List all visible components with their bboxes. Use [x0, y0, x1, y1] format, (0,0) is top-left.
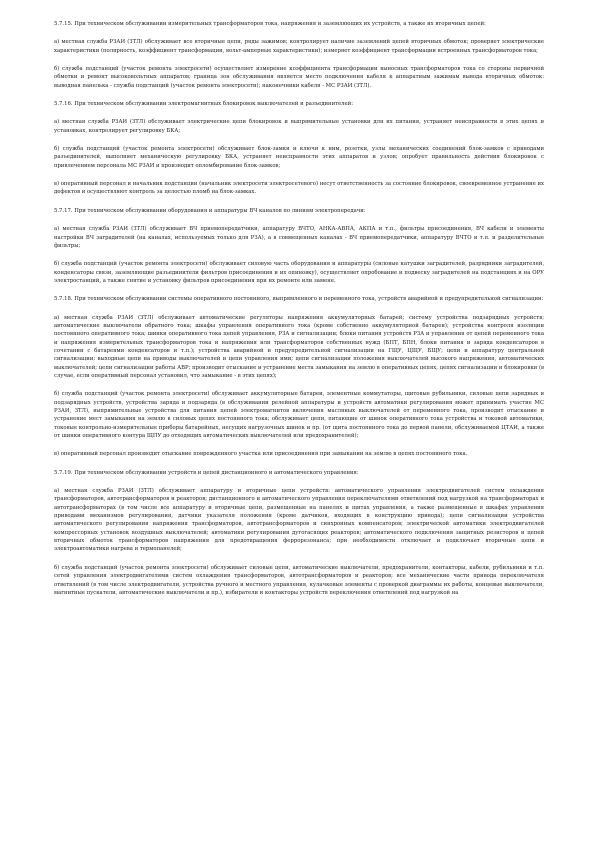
clause-5-7-16-b	[54, 145, 544, 170]
paragraph: б) служба подстанций (участок ремонта электросети) обслуживает аккумуляторные батареи, элементные коммутаторы, щитовые рубильники, силовые цепи зарядных и подзарядных устройств, устройства заряда и подзаряда (в обслуживании релейной аппаратуры и устройств автоматики регулирования может принимать участие МС РЗАИ, ЗТЛ), выпрямительные устройства для питания цепей электромагнитов включения масляных выключателей от переменного тока, производит отыскание и устранение мест замыкания на землю в силовых цепях постоянного тока; обслуживает цепи, питающие от шинок оперативного тока устройства и токовой автоматики, токовые контрольно-измерительные приборы батарейных, несущих нагрузочных шинок и пр. (от щита постоянного тока до первой панели, обслуживаемой ЦТАИ, а также от шинки оперативного контура ЩПУ до отходящих автоматических выключателей или предохранителей);	[54, 391, 544, 440]
document-page	[54, 20, 544, 607]
paragraph: а) местная служба РЗАИ (ЗТЛ) обслуживает все вторичные цепи, ряды зажимов; контролирует наличие заземлений цепей вторичных обмоток; проверяет электрические характеристики (полярность, коэффициент трансформации, вольт-амперные характеристики); измеряет коэффициент трансформации встроенных трансформаторов тока;	[54, 39, 544, 54]
paragraph: б) служба подстанций (участок ремонта электросети) обслуживает силовую часть оборудования и аппаратуры (силовые катушки заградителей, разрядники заградителей, конденсаторы связи, заземляющие разъединители фильтров присоединения и их опиновку), осуществляет опробование и подвеску заградителей на подстанциях и на ОРУ электростанций, а также снятие и установку фильтров присоединения при их ремонте или замене.	[54, 261, 544, 284]
paragraph: а) местная служба РЗАИ (ЗТЛ) обслуживает электрические цепи блокировок и выпрямительные установки для их питания, устраняет неисправности в этих цепях и установках, контролирует регулировку БКА;	[54, 119, 544, 134]
clause-5-7-17-b	[54, 260, 544, 285]
clause-5-7-19-a	[54, 487, 544, 554]
paragraph: 5.7.16. При техническом обслуживании электромагнитных блокировок выключателей и разъединителей:	[54, 101, 353, 108]
paragraph: 5.7.19. При техническом обслуживании устройств и цепей дистанционного и автоматического управления:	[54, 469, 359, 476]
clause-5-7-16-c	[54, 180, 544, 197]
clause-5-7-18-b	[54, 390, 544, 440]
paragraph: б) служба подстанций (участок ремонта электросети) обслуживает блок-замки и ключи к ним, розетки, узлы механических соединений блок-замков с приводами разъединителей, выполняет механическую регулировку БКА, устраняет неисправности этих аппаратов и узлов; опробует правильность действия блокировок с привлечением персонала МС РЗАИ и производит опломбирование блок-замков;	[54, 146, 544, 169]
paragraph: а) местная служба РЗАИ (ЗТЛ) обслуживает аппаратуру и вторичные цепи устройств: автоматического управления электродвигателей систем охлаждения трансформаторов, автотрансформаторов и реакторов; дистанционного и автоматического управления переключателями ответвлений под нагрузкой на трансформаторах и автотрансформаторах (в том числе все аппаратуру и вторичные цепи, размещенные на панелях и щитах управления, а также размещенные в шкафах управления приводами механизмов регулирования, датчики указателя положения (кроме датчиков, входящих в конструкцию привода); цепи сигнализации устройства автоматического регулирования напряжения трансформаторов, автотрансформаторов и синхронных компенсаторов; электрической автоматики электродвигателей компрессорных установок воздушных выключателей; автоматики регулирования дугогасящих реакторов; автоматического подключения защитных резисторов и цепей вторичных обмоток трансформаторов напряжения для предотвращения феррорезонанса; при необходимости отключает и подключает вторичные цепи и электроавтоматики нагрева и термопанелей;	[54, 488, 544, 553]
clause-5-7-16-a	[54, 118, 544, 135]
clause-5-7-17-a	[54, 225, 544, 250]
clause-5-7-17-heading	[54, 207, 544, 215]
clause-5-7-18-a	[54, 314, 544, 381]
paragraph: а) местная служба РЗАИ (ЗТЛ) обслуживает ВЧ приемопередатчики, аппаратуру ВЧТО, АНКА-АВПА, АКПА и т.п., фильтры присоединения, ВЧ кабели и элементы настройки ВЧ заградителей (на каналах, используемых только для РЗА), а в совмещенных каналах - ВЧ приемопередатчики, аппаратуру ВЧТО и т.п. и разделительные фильтры;	[54, 226, 544, 249]
paragraph: а) местная служба РЗАИ (ЗТЛ) обслуживает автоматические регуляторы напряжения аккумуляторных батарей; систему устройства подзарядных устройств; автоматические выключатели обратного тока; шкафы управления оперативного тока (кроме собственно аккумуляторной батареи); устройства контроля изоляции постоянного оперативного тока; шинки оперативного тока цепей управления, РЗА и сигнализации; блоки питания устройств РЗА и управления от цепей переменного тока и напряжения измерительных трансформаторов тока и напряжения или трансформаторов собственных нужд (БПТ, БПН, блоки питания и заряда конденсаторов в сочетании с батареями конденсаторов и т.п.); устройства аварийной и предупредительной сигнализации на ГЩУ, ЦЩУ, БЩУ; цепи и аппаратуру центральной сигнализации; выходные цепи на приводы выключателей и цепи управления ими; цепи сигнализации положения выключателей высокого напряжения, автоматических выключателей; цепи сигнализации работы АВР; производит отыскание и устранение места замыкания на землю в оперативных цепях, цепях сигнализации и блокировки (в случае, если оперативный персонал установил, что замыкание - в этих цепях);	[54, 314, 544, 379]
clause-5-7-15-b	[54, 65, 544, 90]
paragraph: 5.7.18. При техническом обслуживании системы оперативного постоянного, выпрямленного и переменного тока, устройств аварийной и предупредительной сигнализации:	[54, 296, 544, 303]
paragraph: в) оперативный персонал производит отыскание поврежденного участка или присоединения при замыкании на землю в цепях постоянного тока.	[54, 451, 468, 458]
paragraph: б) служба подстанций (участок ремонта электросети) обслуживает силовые цепи, автоматические выключатели, предохранители, контакторы, кабели, рубильники и т.п. сетей управления электродвигателями систем охлаждения трансформаторов, автотрансформаторов и реакторов; все механические части привода переключателя ответвлений (в том числе электродвигатели, устройства ручного и местного управления, кулачковые элементы с проверкой диаграммы их работы, концевые выключатели, магнитные пускатели, автоматические выключатели и пр.), избиратели и контакторы устройств переключения ответвлений под нагрузкой на	[54, 564, 544, 596]
clause-5-7-16-heading	[54, 100, 544, 108]
paragraph: 5.7.15. При техническом обслуживании измерительных трансформаторов тока, напряжения и заземляющих их устройств, а также их вторичных цепей:	[54, 21, 486, 27]
clause-5-7-19-heading	[54, 469, 544, 477]
clause-5-7-18-heading	[54, 295, 544, 303]
clause-5-7-15-a	[54, 38, 544, 55]
clause-5-7-15-heading	[54, 20, 544, 28]
clause-5-7-18-c	[54, 450, 544, 458]
paragraph: 5.7.17. При техническом обслуживании оборудования и аппаратуры ВЧ каналов по линиям электропередачи:	[54, 207, 366, 214]
paragraph: в) оперативный персонал и начальник подстанции (начальник электросети электросетевого) несут ответственность за состояние блокировок, своевременное устранение их дефектов и осуществляют контроль за целостью пломб на блок-замках.	[54, 181, 544, 196]
clause-5-7-19-b	[54, 564, 544, 597]
paragraph: б) служба подстанций (участок ремонта электросети) осуществляет измерение коэффициента трансформации выносных трансформаторов тока со стороны первичной обмотки и ремонт высоковольтных аппаратов; граница зон обслуживания является место подключения кабеля к аппаратным зажимам вывода вторичных обмоток: выводная панелька - служба подстанций (участок ремонта электросети); наконечники кабеля - МС РЗАИ (ЗТЛ).	[54, 66, 544, 89]
